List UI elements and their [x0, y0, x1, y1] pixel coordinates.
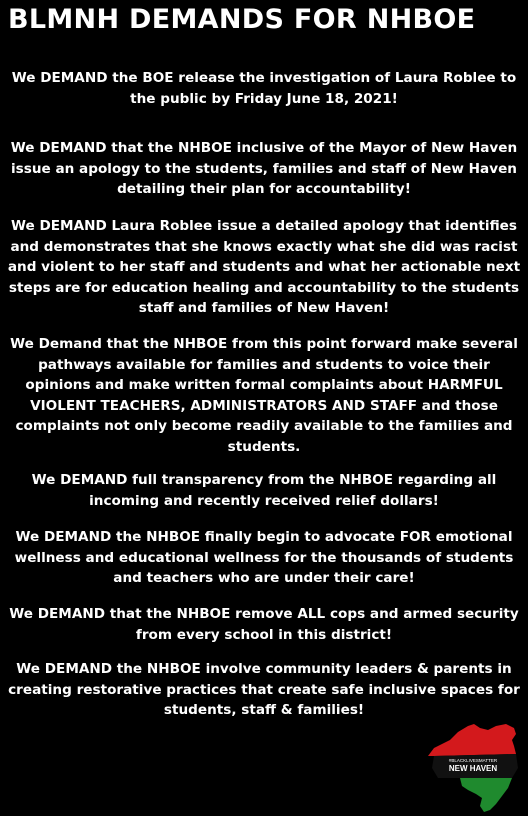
- logo-hashtag: #BLACKLIVESMATTER: [448, 758, 498, 763]
- demand-8: We DEMAND the NHBOE involve community leaders & parents in creating restorative practices that create safe inclusive spaces for students, staff & families!: [8, 661, 520, 718]
- blm-new-haven-logo: [420, 722, 520, 814]
- logo-name: NEW HAVEN: [448, 764, 498, 773]
- demand-1: We DEMAND the BOE release the investigation of Laura Roblee to the public by Friday June 18, 2021!: [11, 70, 517, 107]
- logo-green-region: [460, 778, 512, 812]
- demand-3: We DEMAND Laura Roblee issue a detailed apology that identifies and demonstrates that she knows exactly what she did was racist and violent to her staff and students and what her actionable next steps are for education healing and accountability to the students staff and families of New Haven!: [7, 218, 521, 316]
- page-title: BLMNH DEMANDS FOR NHBOE: [8, 4, 476, 35]
- logo-red-region: [428, 724, 516, 756]
- demand-7: We DEMAND that the NHBOE remove ALL cops and armed security from every school in this district!: [9, 606, 519, 643]
- demand-6: We DEMAND the NHBOE finally begin to advocate FOR emotional wellness and educational wellness for the thousands of students and teachers who are under their care!: [14, 529, 514, 586]
- demand-5: We DEMAND full transparency from the NHBOE regarding all incoming and recently received relief dollars!: [31, 472, 497, 509]
- demand-2: We DEMAND that the NHBOE inclusive of the Mayor of New Haven issue an apology to the students, families and staff of New Haven detailing their plan for accountability!: [10, 140, 518, 197]
- demand-4: We Demand that the NHBOE from this point forward make several pathways available for families and students to voice their opinions and make written formal complaints about HARMFUL VIOLENT TEACHERS, ADMINISTRATORS AND STAFF and those complaints not only become readily available to the families and students.: [10, 336, 518, 455]
